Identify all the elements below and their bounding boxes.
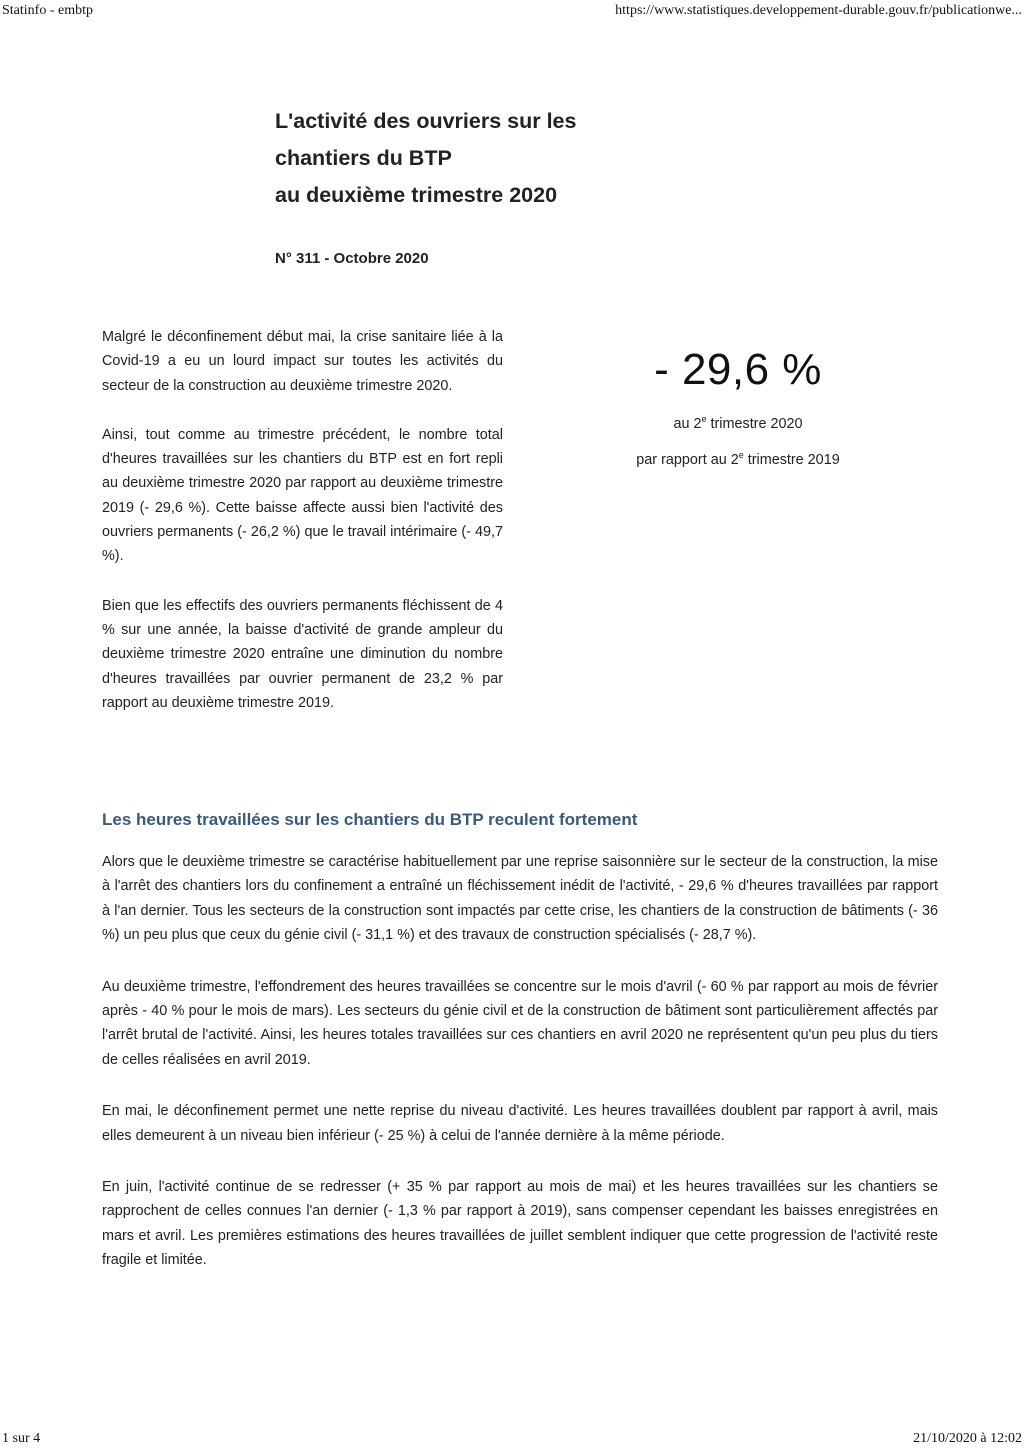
key-figure-period: au 2e trimestre 2020 [673,414,803,432]
body-paragraph-4: En juin, l'activité continue de se redresser (+ 35 % par rapport au mois de mai) et les heures travaillées sur les chantiers se rapprochent de celles connues l'an dernier (- 1,3 % par rapport à 2019), sans compenser cependant les baisses enregistrées en mars et avril. Les premières estimations des heures travaillées de juillet semblent indiquer que cette progression de l'activité reste fragile et limitée. [102,1179,938,1269]
print-header-title: Statinfo - embtp [2,3,93,18]
intro-text [102,325,503,740]
body-paragraph-2: Au deuxième trimestre, l'effondrement des heures travaillées se concentre sur le mois d'avril (- 60 % par rapport au mois de février après - 40 % pour le mois de mars). Les secteurs du génie civil et de la construction de bâtiment sont particulièrement affectés par l'arrêt brutal de l'activité. Ainsi, les heures totales travaillées sur ces chantiers en avril 2020 ne représentent qu'un peu plus du tiers de celles réalisées en avril 2019. [102,978,938,1068]
print-timestamp: 21/10/2020 à 12:02 [913,1431,1022,1446]
intro-paragraph-2: Ainsi, tout comme au trimestre précédent, le nombre total d'heures travaillées sur les chantiers du BTP est en fort repli au deuxième trimestre 2020 par rapport au deuxième trimestre 2019 (- 29,6 %). Cette baisse affecte aussi bien l'activité des ouvriers permanents (- 26,2 %) que le travail intérimaire (- 49,7 %). [102,426,503,565]
key-figure [600,340,876,470]
title-line-2: chantiers du BTP [275,146,452,170]
body-paragraph-3: En mai, le déconfinement permet une nette reprise du niveau d'activité. Les heures travaillées doublent par rapport à avril, mais elles demeurent à un niveau bien inférieur (- 25 %) à celui de l'année dernière à la même période. [102,1103,938,1144]
intro-paragraph-1: Malgré le déconfinement début mai, la crise sanitaire liée à la Covid-19 a eu un lourd impact sur toutes les activités du secteur de la construction au deuxième trimestre 2020. [102,329,503,394]
print-header-url[interactable]: https://www.statistiques.developpement-durable.gouv.fr/publicationwe... [615,3,1022,18]
page-counter: 1 sur 4 [2,1431,41,1446]
issue-number: N° 311 - Octobre 2020 [275,250,429,267]
key-figure-comparison: par rapport au 2e trimestre 2019 [636,450,840,468]
section-heading: Les heures travaillées sur les chantiers du BTP reculent fortement [102,810,638,829]
section-body [102,850,938,1300]
title-line-1: L'activité des ouvriers sur les [275,109,577,133]
body-paragraph-1: Alors que le deuxième trimestre se caractérise habituellement par une reprise saisonnière sur le secteur de la construction, la mise à l'arrêt des chantiers lors du confinement a entraîné un fléchissement inédit de l'activité, - 29,6 % d'heures travaillées par rapport à l'an dernier. Tous les secteurs de la construction sont impactés par cette crise, les chantiers de la construction de bâtiments (- 36 %) un peu plus que ceux du génie civil (- 31,1 %) et des travaux de construction spécialisés (- 28,7 %). [102,854,938,944]
title-line-3: au deuxième trimestre 2020 [275,183,558,207]
key-figure-value: - 29,6 % [654,345,822,394]
intro-paragraph-3: Bien que les effectifs des ouvriers permanents fléchissent de 4 % sur une année, la baisse d'activité de grande ampleur du deuxième trimestre 2020 entraîne une diminution du nombre d'heures travaillées par ouvrier permanent de 23,2 % par rapport au deuxième trimestre 2019. [102,597,503,711]
page-title [275,103,775,214]
